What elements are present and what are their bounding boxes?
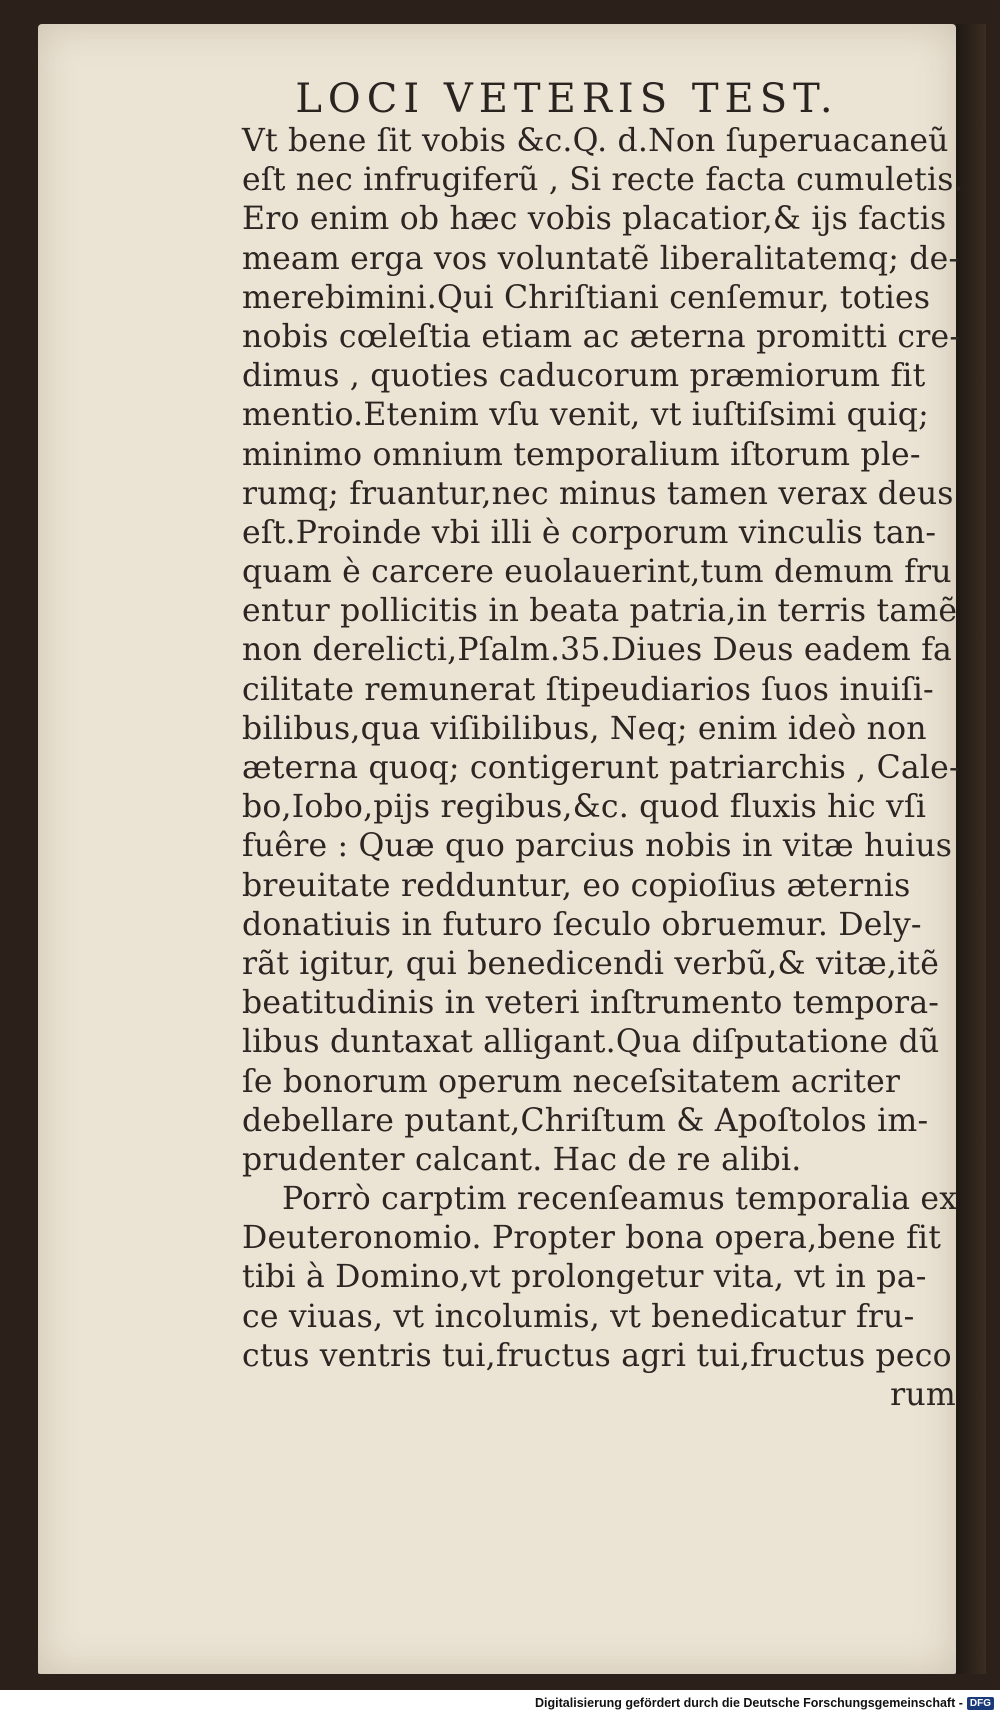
text-line: cilitate remunerat ſtipeudiarios ſuos inuiſi- bbox=[242, 671, 934, 708]
text-line: mentio.Etenim vſu venit, vt iuſtiſsimi quiq; bbox=[242, 397, 929, 434]
running-head: LOCI VETERIS TEST. bbox=[295, 76, 839, 122]
text-line: eſt nec infrugiferũ , Si recte facta cumuletis. bbox=[242, 162, 964, 199]
text-line: tibi à Domino,vt prolongetur vita, vt in pa- bbox=[242, 1259, 927, 1296]
text-line: prudenter calcant. Hac de re alibi. bbox=[242, 1141, 802, 1178]
text-line: nobis cœleſtia etiam ac æterna promitti cre- bbox=[242, 318, 961, 355]
text-line: æterna quoq; contigerunt patriarchis , Cale- bbox=[242, 750, 960, 786]
dfg-logo-icon: DFG bbox=[967, 1697, 994, 1710]
text-line: rumq; fruantur,nec minus tamen verax deus bbox=[242, 475, 954, 512]
text-line: eſt.Proinde vbi illi è corporum vinculis tan- bbox=[242, 514, 937, 551]
text-line: non derelicti,Pſalm.35.Diues Deus eadem fa bbox=[242, 632, 953, 669]
text-line: debellare putant,Chriſtum & Apoſtolos im- bbox=[242, 1102, 929, 1139]
text-line: ctus ventris tui,fructus agri tui,fructus peco bbox=[242, 1337, 952, 1374]
digitization-footer bbox=[0, 1696, 994, 1710]
text-line: meam erga vos voluntatẽ liberalitatemq; de- bbox=[242, 240, 960, 277]
text-line: quam è carcere euolauerint,tum demum fru bbox=[242, 554, 952, 591]
text-line: breuitate redduntur, eo copioſius æternis bbox=[242, 867, 911, 904]
text-line: Porrò carptim recenſeamus temporalia ex bbox=[282, 1181, 958, 1218]
text-line: minimo omnium temporalium iſtorum ple- bbox=[242, 436, 921, 473]
text-line: Deuteronomio. Propter bona opera,bene fit bbox=[242, 1220, 942, 1257]
text-line: Ero enim ob hæc vobis placatior,& ijs factis bbox=[242, 201, 947, 238]
text-line: merebimini.Qui Chriſtiani cenſemur, toties bbox=[242, 279, 931, 316]
text-line: ſe bonorum operum neceſsitatem acriter bbox=[242, 1063, 901, 1100]
text-line: dimus , quoties caducorum præmiorum fit bbox=[242, 358, 926, 395]
text-line: beatitudinis in veteri inſtrumento tempora- bbox=[242, 985, 940, 1022]
text-line: libus duntaxat alligant.Qua diſputatione dũ bbox=[242, 1024, 940, 1061]
text-line: entur pollicitis in beata patria,in terris tamẽ bbox=[242, 593, 958, 630]
text-line: bo,Iobo,pijs regibus,&c. quod fluxis hic vſi bbox=[242, 789, 927, 826]
text-line: bilibus,qua viſibilibus, Neq; enim ideò non bbox=[242, 710, 927, 747]
text-line: donatiuis in futuro ſeculo obruemur. Dely- bbox=[242, 906, 922, 943]
text-line: rum bbox=[890, 1377, 956, 1413]
text-line: rãt igitur, qui benedicendi verbũ,& vitæ,itẽ bbox=[242, 945, 940, 982]
footer-credit: Digitalisierung gefördert durch die Deutsche Forschungsgemeinschaft - bbox=[535, 1695, 963, 1710]
text-line: fuêre : Quæ quo parcius nobis in vitæ huius bbox=[242, 828, 953, 865]
body-text bbox=[242, 122, 962, 1415]
text-line: Vt bene ſit vobis &c.Q. d.Non ſuperuacaneũ bbox=[242, 123, 949, 159]
text-line: ce viuas, vt incolumis, vt benedicatur fru- bbox=[242, 1298, 915, 1335]
